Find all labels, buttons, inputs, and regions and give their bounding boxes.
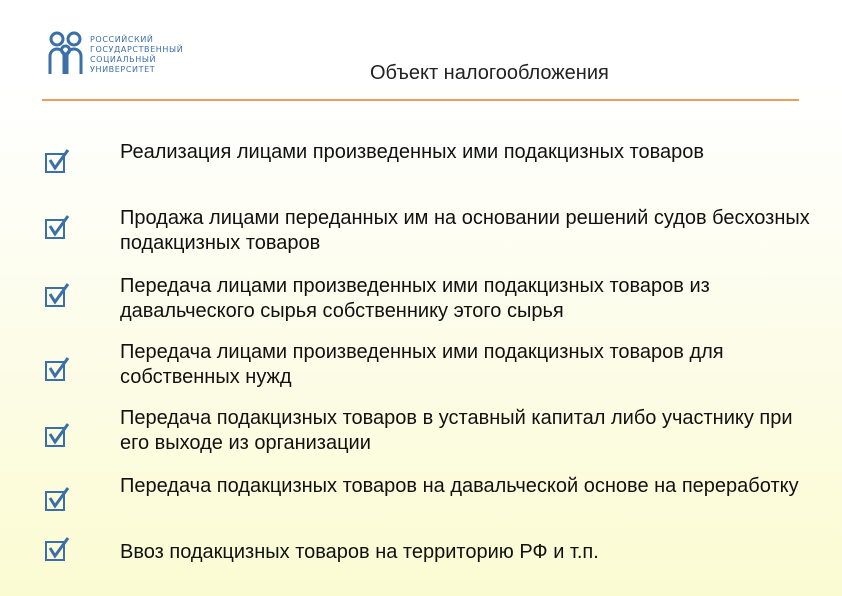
- checkbox-checked-icon: [44, 420, 76, 448]
- logo-people-icon: [46, 30, 86, 76]
- list-item-text: Реализация лицами произведенных ими подакцизных товаров: [120, 141, 705, 163]
- list-item-text: Ввоз подакцизных товаров на территорию РФ и т.п.: [120, 541, 599, 563]
- checkbox-checked-icon: [44, 212, 76, 240]
- logo-line: УНИВЕРСИТЕТ: [90, 65, 156, 74]
- checkbox-checked-icon: [44, 280, 76, 308]
- checkbox-checked-icon: [44, 354, 76, 382]
- logo-wordmark: [90, 35, 183, 75]
- logo-line: РОССИЙСКИЙ: [90, 35, 154, 44]
- university-logo: [46, 30, 206, 78]
- checkbox-checked-icon: [44, 484, 76, 512]
- logo-line: ГОСУДАРСТВЕННЫЙ: [90, 45, 184, 54]
- slide-title: Объект налогообложения: [370, 62, 609, 84]
- list-item-text: Передача лицами произведенных ими подакцизных товаров для собственных нужд: [120, 341, 724, 388]
- list-item-text: Передача подакцизных товаров на давальческой основе на переработку: [120, 475, 799, 497]
- title-divider: [42, 99, 799, 101]
- checkbox-checked-icon: [44, 146, 76, 174]
- list-item-text: Передача лицами произведенных ими подакцизных товаров из давальческого сырья собственнику этого сырья: [120, 275, 710, 322]
- list-item-text: Продажа лицами переданных им на основании решений судов бесхозных подакцизных товаров: [120, 207, 810, 254]
- checkbox-checked-icon: [44, 534, 76, 562]
- logo-line: СОЦИАЛЬНЫЙ: [90, 55, 157, 64]
- list-item-text: Передача подакцизных товаров в уставный капитал либо участнику при его выходе из организации: [120, 407, 793, 454]
